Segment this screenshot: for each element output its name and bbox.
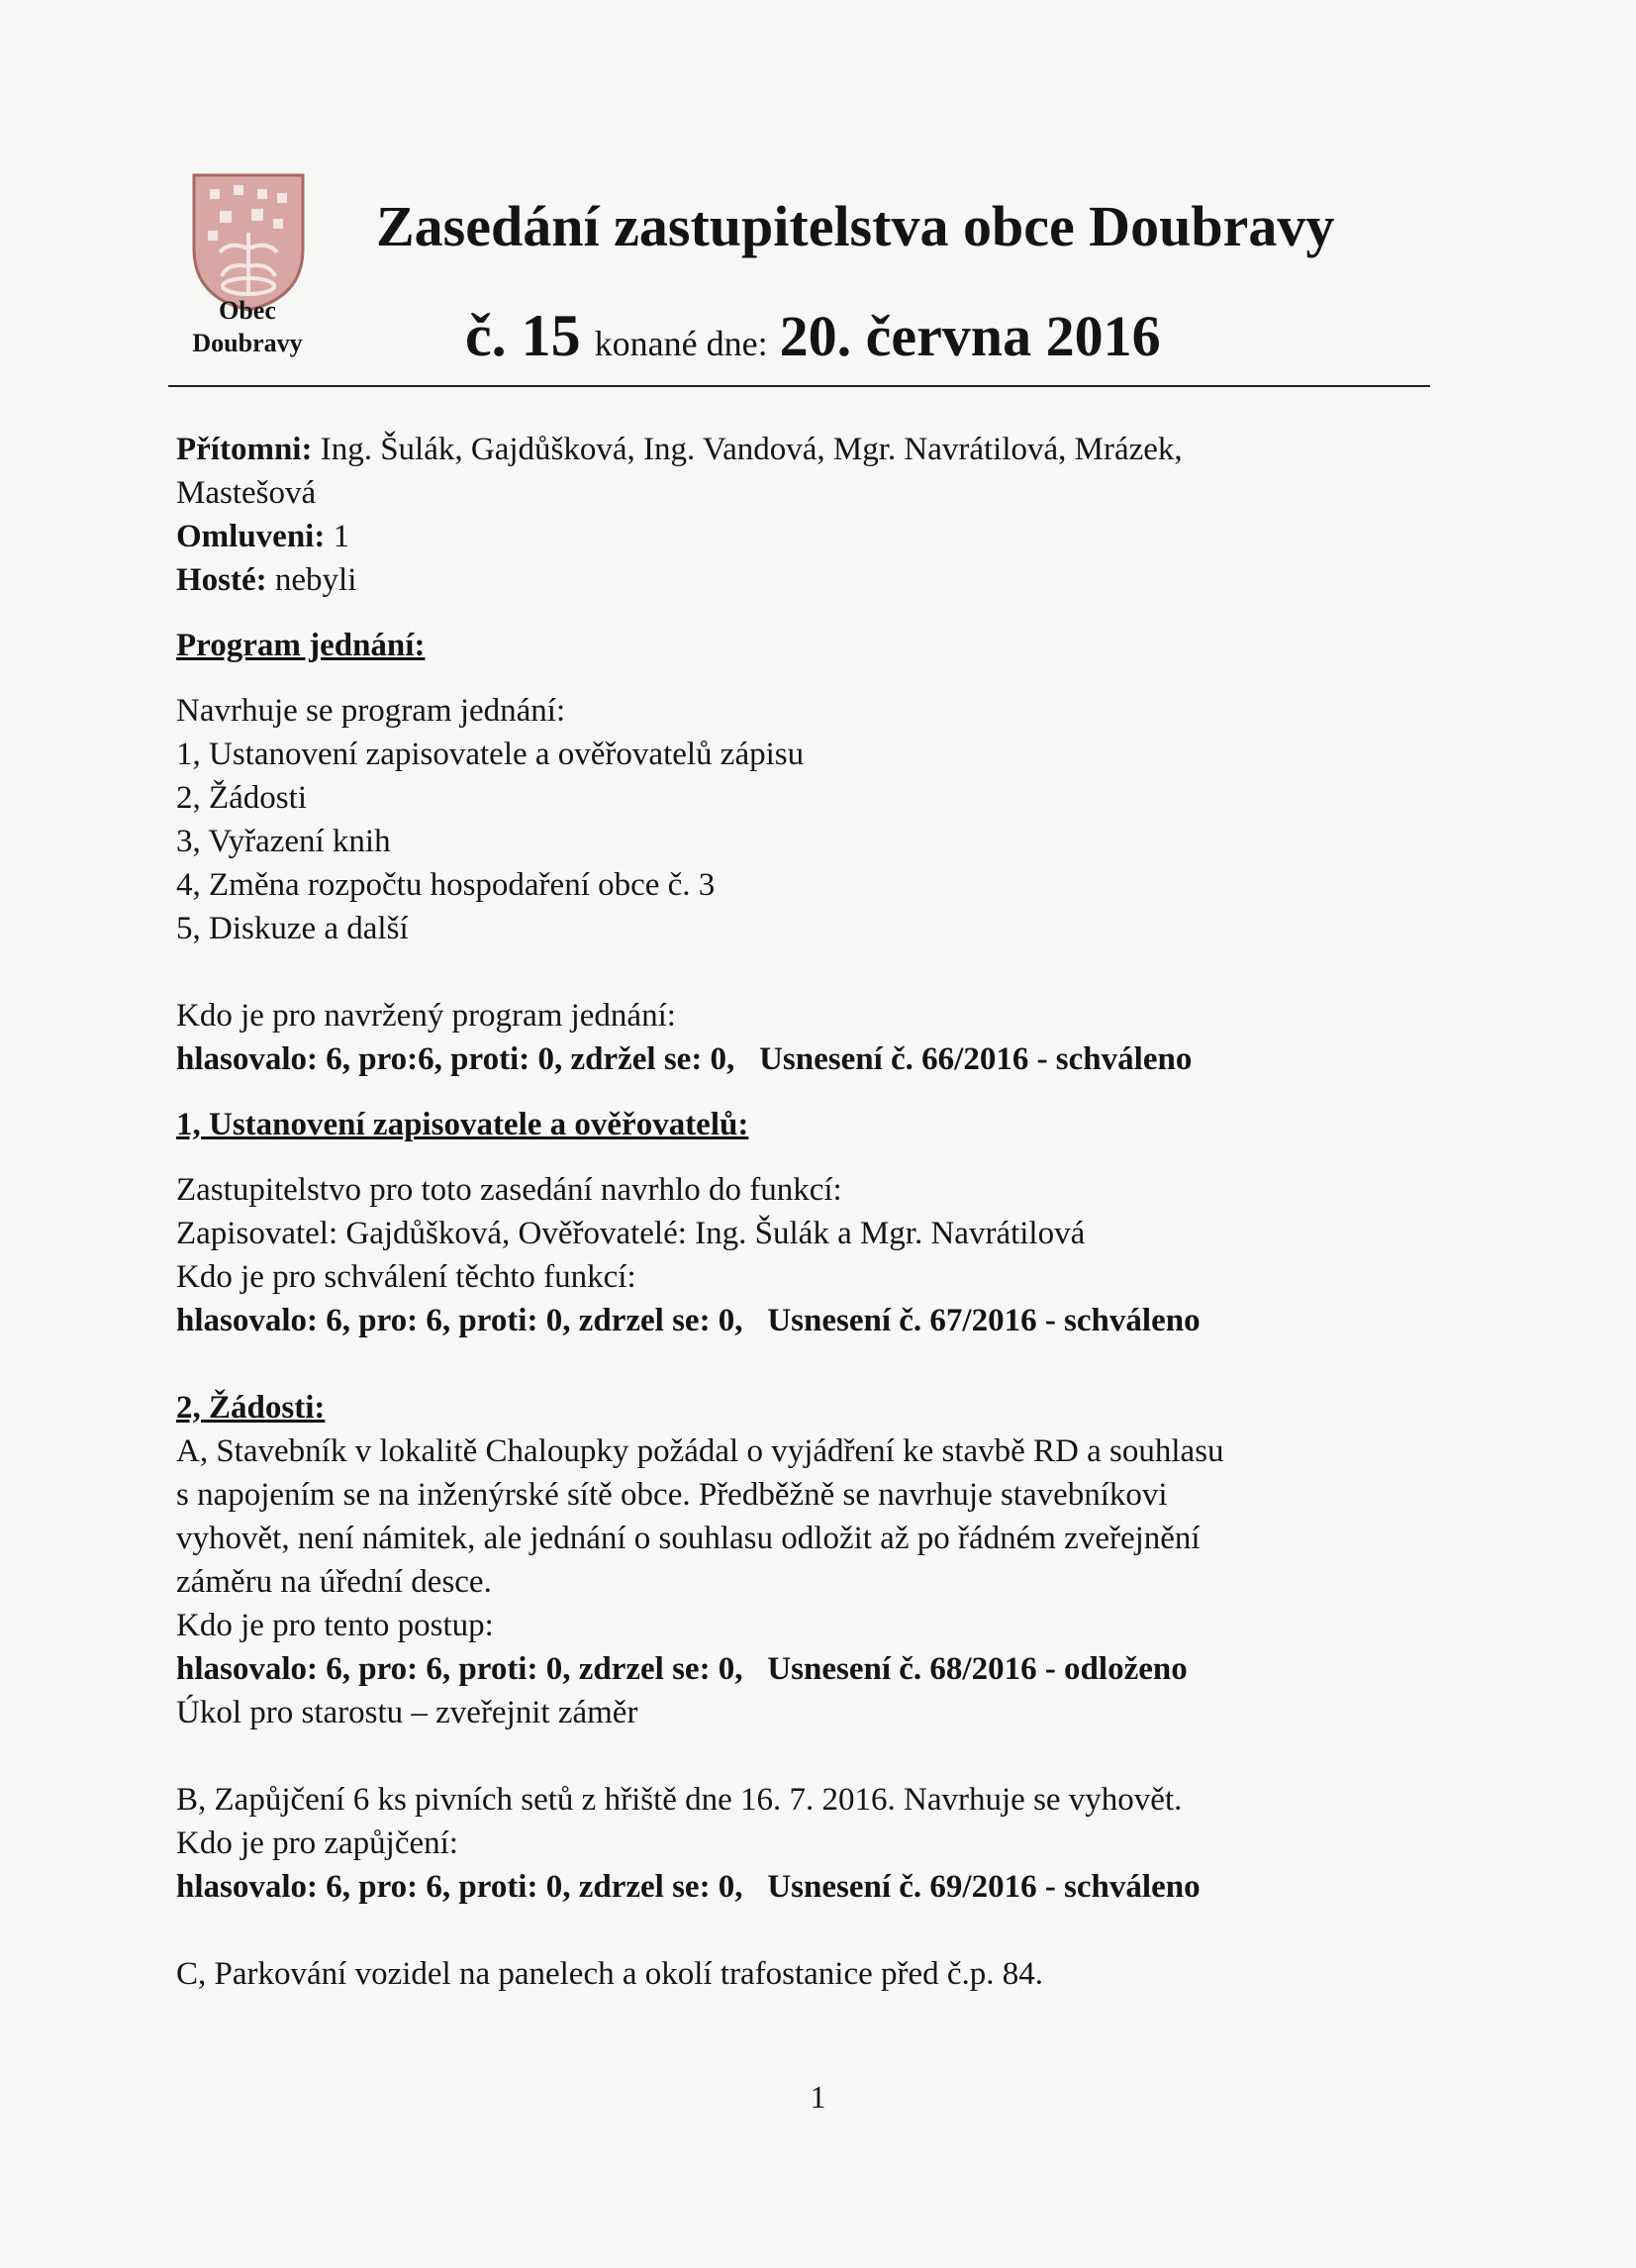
municipality-crest-icon: [190, 171, 307, 312]
section2-heading: 2, Žádosti:: [176, 1390, 326, 1426]
request-a-line: záměru na úřední desce.: [176, 1564, 492, 1600]
meeting-date: 20. června 2016: [779, 304, 1161, 368]
resolution: Usnesení č. 68/2016 - odloženo: [767, 1651, 1188, 1687]
section1-line: Zapisovatel: Gajdůšková, Ověřovatelé: Ing. Šulák a Mgr. Navrátilová: [176, 1216, 1086, 1251]
program-item: 1, Ustanovení zapisovatele a ověřovatelů zápisu: [176, 737, 805, 772]
guests-value: nebyli: [274, 562, 357, 598]
page-number: 1: [810, 2079, 826, 2115]
request-a-question: Kdo je pro tento postup:: [176, 1608, 494, 1643]
municipality-label: [168, 294, 327, 359]
attendance-guests: [176, 558, 1403, 602]
excused-label: Omluveni:: [176, 519, 326, 554]
resolution: Usnesení č. 69/2016 - schváleno: [767, 1869, 1201, 1905]
program-item: 5, Diskuze a další: [176, 911, 409, 946]
program-question: Kdo je pro navržený program jednání:: [176, 998, 676, 1034]
vote-counts: hlasovalo: 6, pro: 6, proti: 0, zdrzel se: 0,: [176, 1651, 743, 1687]
request-c-line: C, Parkování vozidel na panelech a okolí trafostanice před č.p. 84.: [176, 1956, 1044, 1992]
request-a-line: A, Stavebník v lokalitě Chaloupky požádal o vyjádření ke stavbě RD a souhlasu: [176, 1433, 1224, 1469]
municipality-label-line1: Obec: [219, 296, 276, 325]
program-vote: [176, 1037, 1403, 1081]
program-heading: Program jednání:: [176, 628, 426, 663]
program-item: 2, Žádosti: [176, 780, 307, 816]
excused-value: 1: [333, 519, 350, 554]
request-a-vote: [176, 1647, 1403, 1691]
document-title: Zasedání zastupitelstva obce Doubravy: [376, 194, 1335, 258]
section1-line: Zastupitelstvo pro toto zasedání navrhlo do funkcí:: [176, 1172, 842, 1208]
present-value: Ing. Šulák, Gajdůšková, Ing. Vandová, Mgr. Navrátilová, Mrázek,: [320, 432, 1183, 467]
section1-question: Kdo je pro schválení těchto funkcí:: [176, 1259, 636, 1295]
meeting-info: [465, 302, 1161, 370]
vote-counts: hlasovalo: 6, pro: 6, proti: 0, zdrzel se: 0,: [176, 1869, 743, 1905]
attendance-excused: [176, 515, 1403, 558]
resolution: Usnesení č. 67/2016 - schváleno: [767, 1303, 1201, 1338]
resolution: Usnesení č. 66/2016 - schváleno: [759, 1041, 1193, 1077]
section1-vote: [176, 1299, 1403, 1342]
section1-heading: 1, Ustanovení zapisovatele a ověřovatelů:: [176, 1107, 749, 1142]
request-b-line: B, Zapůjčení 6 ks pivních setů z hřiště dne 16. 7. 2016. Navrhuje se vyhovět.: [176, 1782, 1183, 1818]
vote-counts: hlasovalo: 6, pro:6, proti: 0, zdržel se: 0,: [176, 1041, 735, 1077]
header-divider: [168, 385, 1430, 387]
program-item: 3, Vyřazení knih: [176, 824, 391, 859]
municipality-label-line2: Doubravy: [192, 329, 303, 357]
request-b-question: Kdo je pro zapůjčení:: [176, 1825, 458, 1861]
request-a-line: vyhovět, není námitek, ale jednání o souhlasu odložit až po řádném zveřejnění: [176, 1521, 1201, 1556]
document-header: [168, 163, 1430, 391]
program-item: 4, Změna rozpočtu hospodaření obce č. 3: [176, 867, 716, 903]
present-label: Přítomni:: [176, 432, 313, 467]
program-intro: Navrhuje se program jednání:: [176, 693, 566, 729]
request-b-vote: [176, 1865, 1403, 1909]
vote-counts: hlasovalo: 6, pro: 6, proti: 0, zdrzel se: 0,: [176, 1303, 743, 1338]
held-label: konané dne:: [594, 324, 768, 363]
meeting-number: č. 15: [465, 303, 581, 368]
minutes-body: [176, 428, 1403, 1996]
guests-label: Hosté:: [176, 562, 267, 598]
request-a-task: Úkol pro starostu – zveřejnit záměr: [176, 1695, 638, 1730]
present-value-cont: Mastešová: [176, 475, 317, 511]
attendance-present: [176, 428, 1403, 471]
request-a-line: s napojením se na inženýrské sítě obce. Předběžně se navrhuje stavebníkovi: [176, 1477, 1168, 1513]
